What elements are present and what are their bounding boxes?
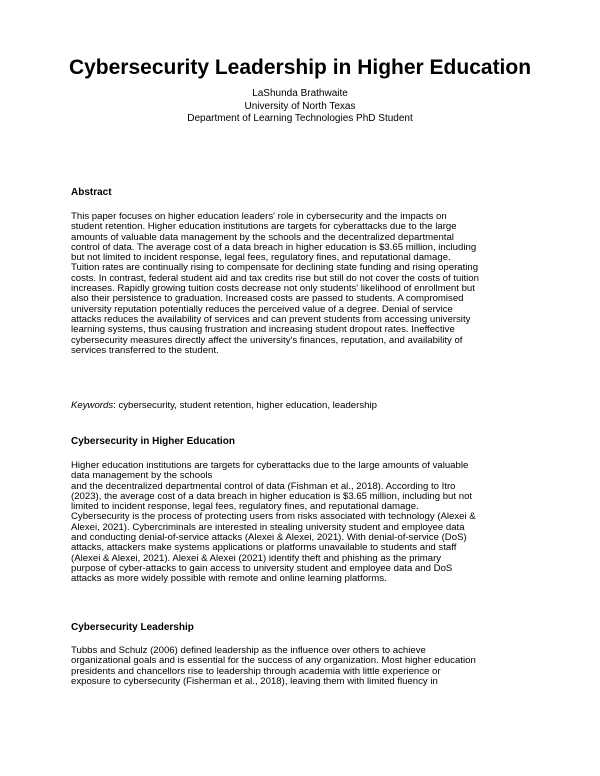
body-line: attacks as more widely possible with remote and online learning platforms.: [71, 573, 387, 585]
body-line: organizational goals and is essential for the success of any organization. Most higher education: [71, 655, 476, 667]
section-heading-cybersecurity-in-higher-education: Cybersecurity in Higher Education: [71, 436, 235, 447]
author-name: LaShunda Brathwaite: [252, 88, 348, 99]
abstract-heading: Abstract: [71, 187, 112, 198]
body-line: attacks, attackers make systems applications or platforms unavailable to students and staff: [71, 542, 457, 554]
abstract-line: control of data. The average cost of a data breach in higher education is $3.65 million, including: [71, 241, 477, 253]
body-line: (Alexei & Alexei, 2021). Alexei & Alexei (2021) identify theft and phishing as the primary: [71, 552, 442, 564]
paper-title: Cybersecurity Leadership in Higher Education: [68, 56, 532, 79]
abstract-line: but not limited to incident response, legal fees, regulatory fines, and reputational damage.: [71, 252, 451, 264]
author-department: Department of Learning Technologies PhD Student: [187, 113, 413, 124]
body-line: presidents and chancellors rise to leadership through academia with little experience or: [71, 665, 441, 677]
section-heading-block: [71, 436, 531, 448]
author-affiliation: University of North Texas: [244, 100, 356, 112]
keywords-line: [71, 400, 531, 411]
keywords-text: : cybersecurity, student retention, higher education, leadership: [113, 400, 377, 411]
body-line: (2023), the average cost of a data breach in higher education is $3.65 million, including but not: [71, 490, 473, 502]
body-line: purpose of cyber-attacks to gain access to university student and employee data and DoS: [71, 562, 453, 574]
body-line: Cybersecurity is the process of protecting users from risks associated with technology (Alexei &: [71, 511, 476, 523]
section-heading-block: [71, 622, 531, 634]
keywords-label: Keywords: [71, 400, 114, 411]
abstract-line: university reputation potentially reduces the perceived value of a degree. Denial of service: [71, 303, 453, 315]
author-block: [0, 88, 600, 126]
body-line: exposure to cybersecurity (Fisherman et al., 2018), leaving them with limited fluency in: [71, 675, 438, 687]
body-line: and the decentralized departmental control of data (Fishman et al., 2018). According to Itro: [71, 480, 456, 492]
abstract-line: amounts of valuable data management by the schools and the decentralized departmental: [71, 231, 454, 243]
abstract-line: This paper focuses on higher education leaders' role in cybersecurity and the impacts on: [71, 211, 447, 222]
body-line: Alexei, 2021). Cybercriminals are interested in stealing university student and employee data: [71, 521, 465, 533]
body-line: and conducting denial-of-service attacks (Alexei & Alexei, 2021). With denial-of-service (DoS): [71, 532, 467, 544]
keywords-block: [71, 400, 531, 411]
abstract-line: increases. Rapidly growing tuition costs decrease not only students' likelihood of enrollment but: [71, 283, 475, 295]
body-line: Tubbs and Schulz (2006) defined leadership as the influence over others to achieve: [71, 645, 426, 656]
body-line: limited to incident response, legal fees, regulatory fines, and reputational damage.: [71, 501, 419, 513]
abstract-line: costs. In contrast, federal student aid and tax credits rise but still do not cover the costs of tuition: [71, 272, 479, 284]
abstract-line: learning systems, thus causing frustration and increasing student dropout rates. Ineffective: [71, 324, 455, 336]
body-line: Higher education institutions are targets for cyberattacks due to the large amounts of valuable: [71, 460, 469, 471]
body-line: data management by the schools: [71, 470, 213, 482]
section-heading-cybersecurity-leadership: Cybersecurity Leadership: [71, 622, 194, 633]
abstract-line: student retention. Higher education institutions are targets for cyberattacks due to the large: [71, 221, 457, 233]
section-body-cybersecurity-in-higher-education: [71, 461, 531, 585]
section-body-cybersecurity-leadership: [71, 646, 531, 687]
abstract-heading-block: [71, 187, 531, 199]
abstract-body: [71, 212, 531, 356]
abstract-line: services transferred to the student.: [71, 344, 219, 356]
abstract-line: also their persistence to graduation. Increased costs are passed to students. A compromised: [71, 293, 464, 305]
abstract-line: cybersecurity measures directly affect the university's finances, reputation, and availability of: [71, 334, 463, 346]
abstract-line: attacks reduces the availability of services and can prevent students from accessing university: [71, 313, 471, 325]
abstract-line: Tuition rates are continually rising to compensate for declining state funding and rising operating: [71, 262, 479, 274]
